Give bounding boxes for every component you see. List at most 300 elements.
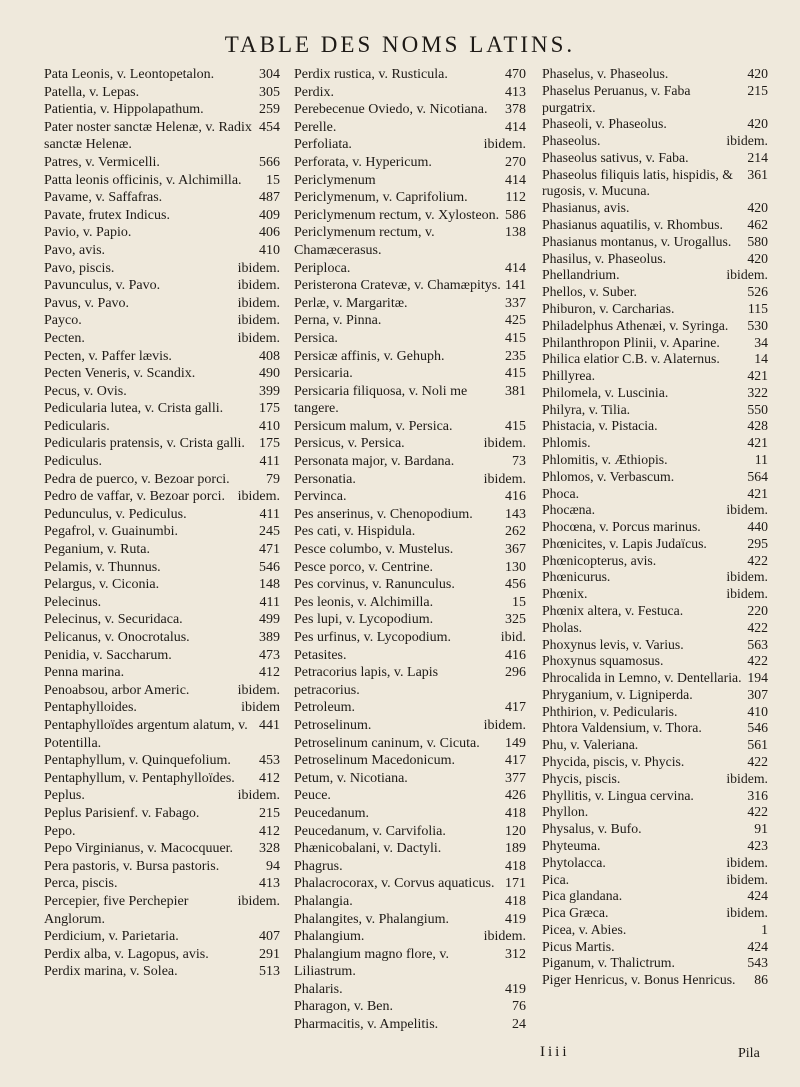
page-reference: 86: [754, 972, 768, 988]
index-entry: [44, 629, 280, 647]
index-entry: [542, 267, 768, 284]
page-reference: 1: [761, 921, 768, 937]
index-entry: [294, 154, 526, 172]
page-reference: 399: [259, 383, 280, 399]
page-reference: 411: [259, 594, 280, 610]
page-reference: 586: [505, 207, 526, 223]
page-reference: ibidem.: [237, 313, 280, 329]
page-reference: ibidem.: [237, 788, 280, 804]
entry-term: Physalus, v. Bufo.: [542, 821, 642, 837]
entry-term: Persicaria.: [294, 366, 353, 382]
entry-term: Philyra, v. Tilia.: [542, 401, 631, 417]
index-entry: [294, 488, 526, 506]
entry-term: Petasites.: [294, 647, 347, 663]
index-entry: [542, 83, 768, 117]
index-entry: [542, 469, 768, 486]
page-reference: 410: [259, 242, 280, 258]
page-reference: 381: [505, 383, 526, 399]
entry-term: Pedicularis.: [44, 418, 110, 434]
index-entry: [542, 284, 768, 301]
page-reference: 214: [747, 149, 768, 165]
page-reference: 414: [505, 119, 526, 135]
entry-term: Phytolacca.: [542, 854, 606, 870]
index-entry: [294, 699, 526, 717]
index-entry: [294, 664, 526, 699]
page-reference: 115: [747, 300, 768, 316]
entry-term: Phaselus, v. Phaseolus.: [542, 66, 669, 81]
index-entry: [542, 905, 768, 922]
page-reference: 79: [266, 471, 280, 487]
index-entry: [294, 611, 526, 629]
index-entry: [44, 893, 280, 928]
index-entry: [294, 66, 526, 84]
entry-term: Phaseolus sativus, v. Faba.: [542, 149, 689, 165]
page-reference: 526: [747, 284, 768, 300]
entry-term: Piger Henricus, v. Bonus Henricus.: [542, 972, 736, 988]
page-reference: 175: [259, 436, 280, 452]
entry-term: Phoxynus levis, v. Varius.: [542, 636, 684, 652]
index-entry: [294, 787, 526, 805]
page-reference: 378: [505, 102, 526, 118]
entry-term: Pentaphyllum, v. Quinquefolium.: [44, 753, 231, 769]
page-reference: 420: [747, 250, 768, 266]
index-entry: [542, 502, 768, 519]
page-reference: 24: [512, 1017, 526, 1033]
index-entry: [44, 312, 280, 330]
page-reference: 367: [505, 542, 526, 558]
page-title: TABLE DES NOMS LATINS.: [224, 32, 576, 57]
index-entry: [44, 506, 280, 524]
page-reference: 149: [505, 735, 526, 751]
entry-term: Pedro de vaffar, v. Bezoar porci.: [44, 489, 225, 505]
index-entry: [294, 312, 526, 330]
entry-term: Pholas.: [542, 619, 583, 635]
page-reference: 410: [259, 418, 280, 434]
page-reference: 425: [505, 313, 526, 329]
index-entry: [542, 972, 768, 989]
page-reference: ibidem.: [237, 260, 280, 276]
entry-term: Pelecinus, v. Securidaca.: [44, 612, 183, 628]
page-reference: ibidem.: [726, 586, 768, 602]
page-reference: 94: [266, 858, 280, 874]
index-entry: [44, 453, 280, 471]
index-entry: [542, 955, 768, 972]
page-reference: 428: [747, 418, 768, 434]
index-entry: [294, 893, 526, 911]
page-reference: 411: [259, 506, 280, 522]
page-reference: ibidem.: [237, 295, 280, 311]
entry-term: Personatia.: [294, 471, 356, 487]
index-entry: [542, 217, 768, 234]
page-reference: 530: [747, 317, 768, 333]
index-entry: [294, 1016, 526, 1034]
index-column-1: [44, 66, 280, 981]
entry-term: Peplus.: [44, 788, 85, 804]
entry-term: Pedunculus, v. Pediculus.: [44, 506, 187, 522]
page-reference: 420: [747, 200, 768, 216]
entry-term: Perdix alba, v. Lagopus, avis.: [44, 946, 209, 962]
entry-term: Pesce columbo, v. Mustelus.: [294, 542, 454, 558]
index-entry: [294, 207, 526, 225]
page-reference: 15: [266, 172, 280, 188]
index-entry: [44, 611, 280, 629]
entry-term: Perdix.: [294, 84, 335, 100]
entry-term: Pentaphyllum, v. Pentaphylloïdes.: [44, 770, 235, 786]
page-reference: 291: [259, 946, 280, 962]
entry-term: Pes leonis, v. Alchimilla.: [294, 594, 434, 610]
index-entry: [44, 471, 280, 489]
index-entry: [542, 804, 768, 821]
index-entry: [542, 368, 768, 385]
entry-term: Pentaphylloïdes argentum alatum, v. Potentilla.: [44, 717, 248, 751]
entry-term: Picea, v. Abies.: [542, 921, 627, 937]
page-reference: ibidem.: [483, 137, 526, 153]
index-entry: [542, 167, 768, 201]
index-entry: [294, 348, 526, 366]
page-reference: 138: [505, 225, 526, 241]
page-reference: 513: [259, 964, 280, 980]
entry-term: Persicus, v. Persica.: [294, 436, 405, 452]
entry-term: Phyteuma.: [542, 837, 601, 853]
page-reference: 412: [259, 823, 280, 839]
entry-term: Phaseolus filiquis latis, hispidis, & rugosis, v. Mucuna.: [542, 166, 733, 199]
page-reference: 421: [747, 368, 768, 384]
page-reference: 270: [505, 154, 526, 170]
entry-term: Phalangium.: [294, 929, 365, 945]
index-entry: [542, 318, 768, 335]
index-entry: [542, 150, 768, 167]
entry-term: Phœnicites, v. Lapis Judaïcus.: [542, 535, 707, 551]
page-reference: 420: [747, 66, 768, 81]
entry-term: Periploca.: [294, 260, 351, 276]
index-entry: [44, 295, 280, 313]
index-entry: [44, 875, 280, 893]
entry-term: Phaseoli, v. Phaseolus.: [542, 116, 667, 132]
entry-term: Phistacia, v. Pistacia.: [542, 418, 658, 434]
entry-term: Pavio, v. Papio.: [44, 225, 132, 241]
index-entry: [294, 840, 526, 858]
page-reference: ibidem.: [726, 871, 768, 887]
index-entry: [542, 385, 768, 402]
entry-term: Pelecinus.: [44, 594, 102, 610]
page-reference: 424: [747, 888, 768, 904]
page-reference: 414: [505, 172, 526, 188]
page-reference: 421: [747, 435, 768, 451]
page-reference: 564: [747, 468, 768, 484]
entry-term: Philadelphus Athenæi, v. Syringa.: [542, 317, 729, 333]
page-reference: 419: [505, 911, 526, 927]
index-column-3: [542, 66, 768, 989]
entry-term: Pes urfinus, v. Lycopodium.: [294, 630, 451, 645]
entry-term: Pavo, piscis.: [44, 260, 115, 276]
index-entry: [44, 84, 280, 102]
index-entry: [294, 998, 526, 1016]
page-reference: 143: [505, 506, 526, 522]
entry-term: Phoxynus squamosus.: [542, 653, 664, 669]
page-reference: 487: [259, 190, 280, 206]
index-entry: [44, 946, 280, 964]
index-entry: [44, 418, 280, 436]
page-reference: 415: [505, 418, 526, 434]
page-reference: ibidem: [241, 700, 280, 716]
page-reference: ibidem.: [237, 489, 280, 505]
index-entry: [44, 559, 280, 577]
entry-term: Penidia, v. Saccharum.: [44, 647, 172, 663]
entry-term: Philica elatior C.B. v. Alaternus.: [542, 351, 720, 367]
entry-term: Petroleum.: [294, 700, 356, 716]
page-reference: 543: [747, 955, 768, 971]
entry-term: Perca, piscis.: [44, 876, 118, 892]
entry-term: Phtora Valdensium, v. Thora.: [542, 720, 702, 736]
entry-term: Peucedanum.: [294, 805, 370, 821]
index-entry: [294, 541, 526, 559]
index-entry: [294, 172, 526, 190]
entry-term: Phyllon.: [542, 804, 589, 820]
entry-term: Penoabsou, arbor Americ.: [44, 682, 190, 698]
page-reference: 422: [747, 619, 768, 635]
index-entry: [542, 435, 768, 452]
page-reference: 419: [505, 981, 526, 997]
entry-term: Perdix marina, v. Solea.: [44, 964, 178, 980]
index-entry: [44, 752, 280, 770]
page-reference: 550: [747, 401, 768, 417]
page-reference: 412: [259, 770, 280, 786]
entry-term: Petroselinum.: [294, 717, 372, 733]
index-column-2: [294, 66, 526, 1034]
page-reference: 471: [259, 542, 280, 558]
page-reference: 171: [505, 876, 526, 892]
index-entry: [44, 348, 280, 366]
entry-term: Pedicularia lutea, v. Crista galli.: [44, 401, 224, 417]
signature-mark: Iiii: [540, 1044, 570, 1060]
index-entry: [44, 717, 280, 752]
page-reference: 416: [505, 647, 526, 663]
page-reference: 130: [505, 559, 526, 575]
index-entry: [542, 335, 768, 352]
page-reference: 361: [747, 166, 768, 182]
index-entry: [294, 770, 526, 788]
index-entry: [44, 224, 280, 242]
entry-term: Pavate, frutex Indicus.: [44, 207, 170, 223]
entry-term: Periclymenum: [294, 172, 376, 188]
entry-term: Pavame, v. Saffafras.: [44, 190, 163, 206]
entry-term: Pes anserinus, v. Chenopodium.: [294, 506, 473, 522]
index-entry: [44, 488, 280, 506]
page-reference: 418: [505, 805, 526, 821]
page-reference: 413: [259, 876, 280, 892]
page-reference: 462: [747, 217, 768, 233]
page-reference: ibidem.: [726, 133, 768, 149]
page-reference: 11: [754, 451, 768, 467]
index-entry: [294, 101, 526, 119]
index-entry: [542, 620, 768, 637]
index-entry: [542, 720, 768, 737]
entry-term: Phalangia.: [294, 893, 353, 909]
entry-term: Pata Leonis, v. Leontopetalon.: [44, 67, 215, 82]
entry-term: Phaselus Peruanus, v. Faba purgatrix.: [542, 82, 691, 115]
page-reference: ibidem.: [483, 471, 526, 487]
index-entry: [542, 301, 768, 318]
entry-term: Perdix rustica, v. Rusticula.: [294, 67, 448, 82]
entry-term: Phasianus montanus, v. Urogallus.: [542, 233, 732, 249]
index-entry: [44, 963, 280, 981]
index-entry: [294, 471, 526, 489]
entry-term: Petroselinum Macedonicum.: [294, 753, 455, 769]
index-entry: [542, 116, 768, 133]
index-entry: [44, 242, 280, 260]
page-reference: 34: [754, 334, 768, 350]
page-reference: 312: [505, 946, 526, 962]
index-entry: [294, 629, 526, 647]
entry-term: Peucedanum, v. Carvifolia.: [294, 823, 446, 839]
index-entry: [542, 251, 768, 268]
page-reference: 422: [747, 804, 768, 820]
entry-term: Petroselinum caninum, v. Cicuta.: [294, 735, 480, 751]
page-reference: 408: [259, 348, 280, 364]
index-entry: [44, 66, 280, 84]
page-reference: 307: [747, 686, 768, 702]
page-reference: 561: [747, 737, 768, 753]
page-reference: 409: [259, 207, 280, 223]
entry-term: Perelle.: [294, 119, 337, 135]
index-entry: [294, 295, 526, 313]
page-reference: 546: [259, 559, 280, 575]
index-entry: [542, 234, 768, 251]
page-reference: 490: [259, 366, 280, 382]
page-reference: 235: [505, 348, 526, 364]
entry-term: Phalacrocorax, v. Corvus aquaticus.: [294, 876, 495, 892]
index-entry: [542, 536, 768, 553]
page-reference: 580: [747, 233, 768, 249]
index-entry: [542, 670, 768, 687]
index-entry: [542, 452, 768, 469]
index-entry: [44, 770, 280, 788]
index-entry: [44, 699, 280, 717]
entry-term: Phœnix.: [542, 586, 588, 602]
entry-term: Persicum malum, v. Persica.: [294, 418, 453, 434]
page-reference: 262: [505, 524, 526, 540]
entry-term: Peplus Parisienf. v. Fabago.: [44, 805, 200, 821]
page-reference: 454: [259, 119, 280, 135]
index-entry: [542, 133, 768, 150]
entry-term: Pedra de puerco, v. Bezoar porci.: [44, 471, 230, 487]
entry-term: Phu, v. Valeriana.: [542, 737, 639, 753]
entry-term: Petum, v. Nicotiana.: [294, 770, 408, 786]
entry-term: Peganium, v. Ruta.: [44, 542, 151, 558]
index-entry: [542, 838, 768, 855]
page-reference: 424: [747, 938, 768, 954]
page-reference: ibidem.: [483, 436, 526, 452]
index-entry: [294, 647, 526, 665]
page-reference: 470: [505, 67, 526, 82]
page-reference: 14: [754, 351, 768, 367]
page-reference: 325: [505, 612, 526, 628]
page-reference: ibidem.: [483, 717, 526, 733]
index-entry: [44, 594, 280, 612]
entry-term: Pepo.: [44, 823, 76, 839]
page-reference: ibidem.: [726, 770, 768, 786]
page-reference: 417: [505, 700, 526, 716]
entry-term: Pervinca.: [294, 489, 347, 505]
index-entry: [542, 603, 768, 620]
index-entry: [294, 136, 526, 154]
index-entry: [294, 911, 526, 929]
page-reference: 295: [747, 535, 768, 551]
index-entry: [542, 939, 768, 956]
index-entry: [294, 735, 526, 753]
page-reference: ibidem.: [237, 893, 280, 909]
page-reference: 189: [505, 841, 526, 857]
entry-term: Phycis, piscis.: [542, 770, 621, 786]
entry-term: Perebecenue Oviedo, v. Nicotiana.: [294, 102, 488, 118]
entry-term: Periclymenum rectum, v. Chamæcerasus.: [294, 225, 435, 258]
page-reference: 414: [505, 260, 526, 276]
page-reference: 410: [747, 703, 768, 719]
entry-term: Pavus, v. Pavo.: [44, 295, 130, 311]
index-entry: [44, 101, 280, 119]
entry-term: Pesce porco, v. Centrine.: [294, 559, 434, 575]
entry-term: Philanthropon Plinii, v. Aparine.: [542, 334, 720, 350]
index-entry: [294, 523, 526, 541]
entry-term: Phycida, piscis, v. Phycis.: [542, 754, 685, 770]
entry-term: Phlomos, v. Verbascum.: [542, 468, 675, 484]
page-reference: 407: [259, 929, 280, 945]
index-entry: [294, 559, 526, 577]
page-reference: 215: [259, 805, 280, 821]
entry-term: Phlomis.: [542, 435, 591, 451]
index-entry: [294, 928, 526, 946]
index-entry: [44, 435, 280, 453]
index-entry: [44, 682, 280, 700]
index-entry: [542, 66, 768, 83]
index-entry: [294, 383, 526, 418]
index-entry: [44, 840, 280, 858]
index-entry: [542, 888, 768, 905]
entry-term: Phellandrium.: [542, 267, 620, 283]
entry-term: Percepier, five Perchepier Anglorum.: [44, 893, 189, 927]
entry-term: Pes corvinus, v. Ranunculus.: [294, 577, 455, 593]
index-entry: [294, 330, 526, 348]
page-reference: 194: [747, 670, 768, 686]
entry-term: Piganum, v. Thalictrum.: [542, 955, 675, 971]
index-entry: [44, 823, 280, 841]
index-entry: [294, 224, 526, 259]
entry-term: Persicæ affinis, v. Gehuph.: [294, 348, 445, 364]
entry-term: Phœnicopterus, avis.: [542, 552, 657, 568]
entry-term: Pica glandana.: [542, 888, 623, 904]
index-entry: [542, 687, 768, 704]
index-entry: [542, 486, 768, 503]
entry-term: Pes lupi, v. Lycopodium.: [294, 612, 434, 628]
entry-term: Phellos, v. Suber.: [542, 284, 637, 300]
page-reference: 120: [505, 823, 526, 839]
entry-term: Phocœna, v. Porcus marinus.: [542, 519, 701, 535]
entry-term: Phocæna.: [542, 502, 596, 518]
index-entry: [44, 383, 280, 401]
page-reference: 423: [747, 837, 768, 853]
index-entry: [542, 637, 768, 654]
page-reference: 337: [505, 295, 526, 311]
page-reference: 220: [747, 603, 768, 618]
page-reference: 73: [512, 454, 526, 470]
index-entry: [542, 519, 768, 536]
entry-term: Personata major, v. Bardana.: [294, 454, 455, 470]
entry-term: Periclymenum, v. Caprifolium.: [294, 190, 468, 206]
page-reference: 441: [259, 717, 280, 733]
index-entry: [542, 855, 768, 872]
entry-term: Pavo, avis.: [44, 242, 106, 258]
entry-term: Pelicanus, v. Onocrotalus.: [44, 630, 190, 645]
